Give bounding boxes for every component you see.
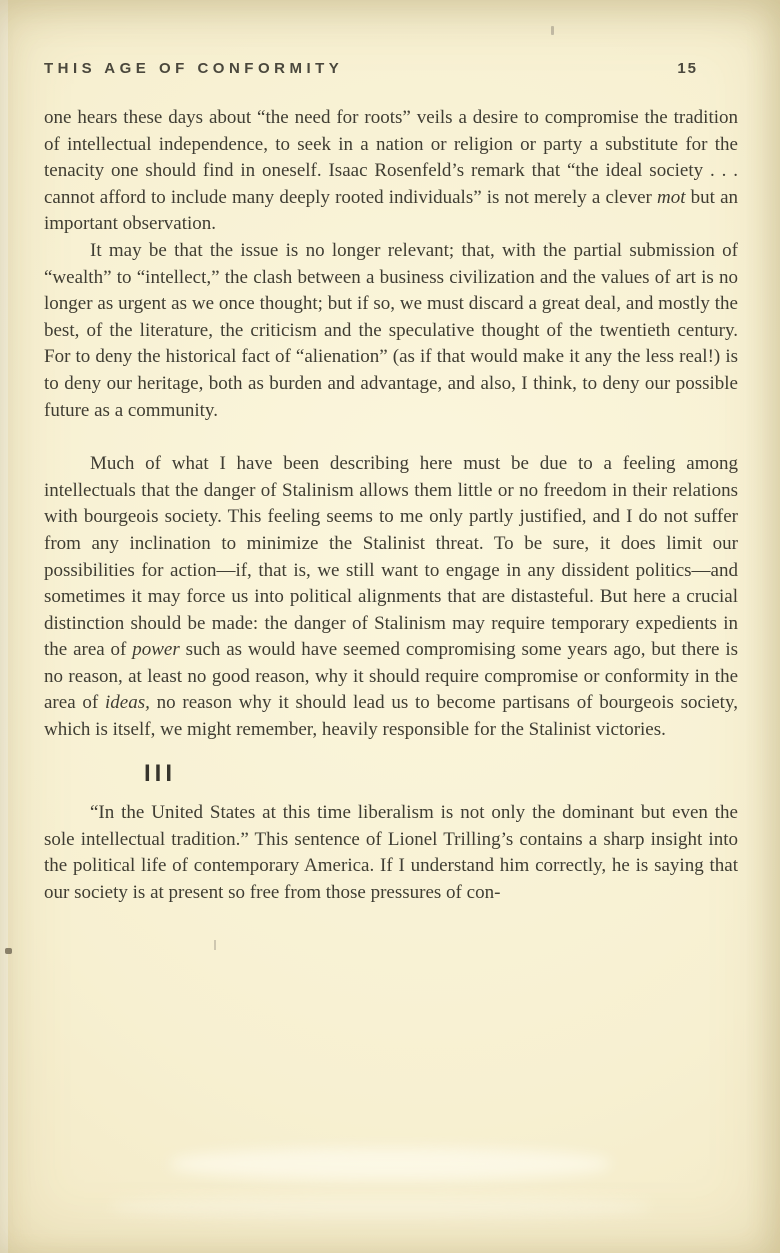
bleed-through-ghost — [170, 1148, 610, 1180]
text-run: It may be that the issue is no longer relevant; that, with the partial submission of “wealth” to “intellect,” the clash between a business civilization and the values of art is no longer as urgent as we once thought; but if so, we must discard a great deal, and mostly the best, of the literature, the criticism and the speculative thought of the twentieth century. For to deny the historical fact of “alienation” (as if that would make it any the less real!) is to deny our heritage, both as burden and advantage, and also, I think, to deny our possible future as a community. — [44, 239, 738, 421]
page-content — [44, 60, 738, 907]
paragraph — [44, 105, 738, 238]
text-run: but an important observation. — [44, 186, 739, 235]
text-run: such as would have seemed compromising some years ago, but there is no reason, at least no good reason, why it should require compromise or conformity in the area of — [44, 639, 738, 714]
body-text — [44, 105, 738, 907]
text-run: no reason why it should lead us to become partisans of bourgeois society, which is itself, we might remember, heavily responsible for the Stalinist victories. — [44, 692, 738, 741]
scan-speck — [551, 26, 554, 35]
paragraph — [44, 800, 738, 906]
running-title: THIS AGE OF CONFORMITY — [44, 60, 344, 77]
section-heading: III — [144, 759, 177, 787]
paragraph — [44, 451, 738, 744]
bleed-through-ghost — [110, 1196, 650, 1218]
italic-text: power — [132, 639, 180, 661]
page-number: 15 — [677, 60, 698, 77]
text-run: one hears these days about “the need for roots” veils a desire to compromise the tradition of intellectual independence, to seek in a nation or religion or party a substitute for the tenacity one should find in oneself. Isaac Rosenfeld’s remark that “the ideal society . . . cannot afford to include many deeply rooted individuals” is not merely a clever — [44, 107, 738, 208]
scan-edge-strip — [0, 0, 8, 1253]
italic-text: ideas, — [104, 692, 150, 714]
text-run: “In the United States at this time liberalism is not only the dominant but even the sole intellectual tradition.” This sentence of Lionel Trilling’s contains a sharp insight into the political life of contemporary America. If I understand him correctly, he is saying that our society is at present so free from those pressures of con- — [44, 802, 738, 904]
scan-speck — [214, 940, 216, 950]
text-run: Much of what I have been describing here must be due to a feeling among intellectuals that the danger of Stalinism allows them little or no freedom in their relations with bourgeois society. This feeling seems to me only partly justified, and I do not suffer from any inclination to minimize the Stalinist threat. To be sure, it does limit our possibilities for action—if, that is, we still want to engage in any dissident politics—and sometimes it may force us into political alignments that are distasteful. But here a crucial distinction should be made: the danger of Stalinism may require temporary expedients in the area of — [44, 453, 738, 661]
paragraph — [44, 238, 738, 424]
italic-text: mot — [657, 186, 686, 208]
running-header — [44, 60, 738, 77]
